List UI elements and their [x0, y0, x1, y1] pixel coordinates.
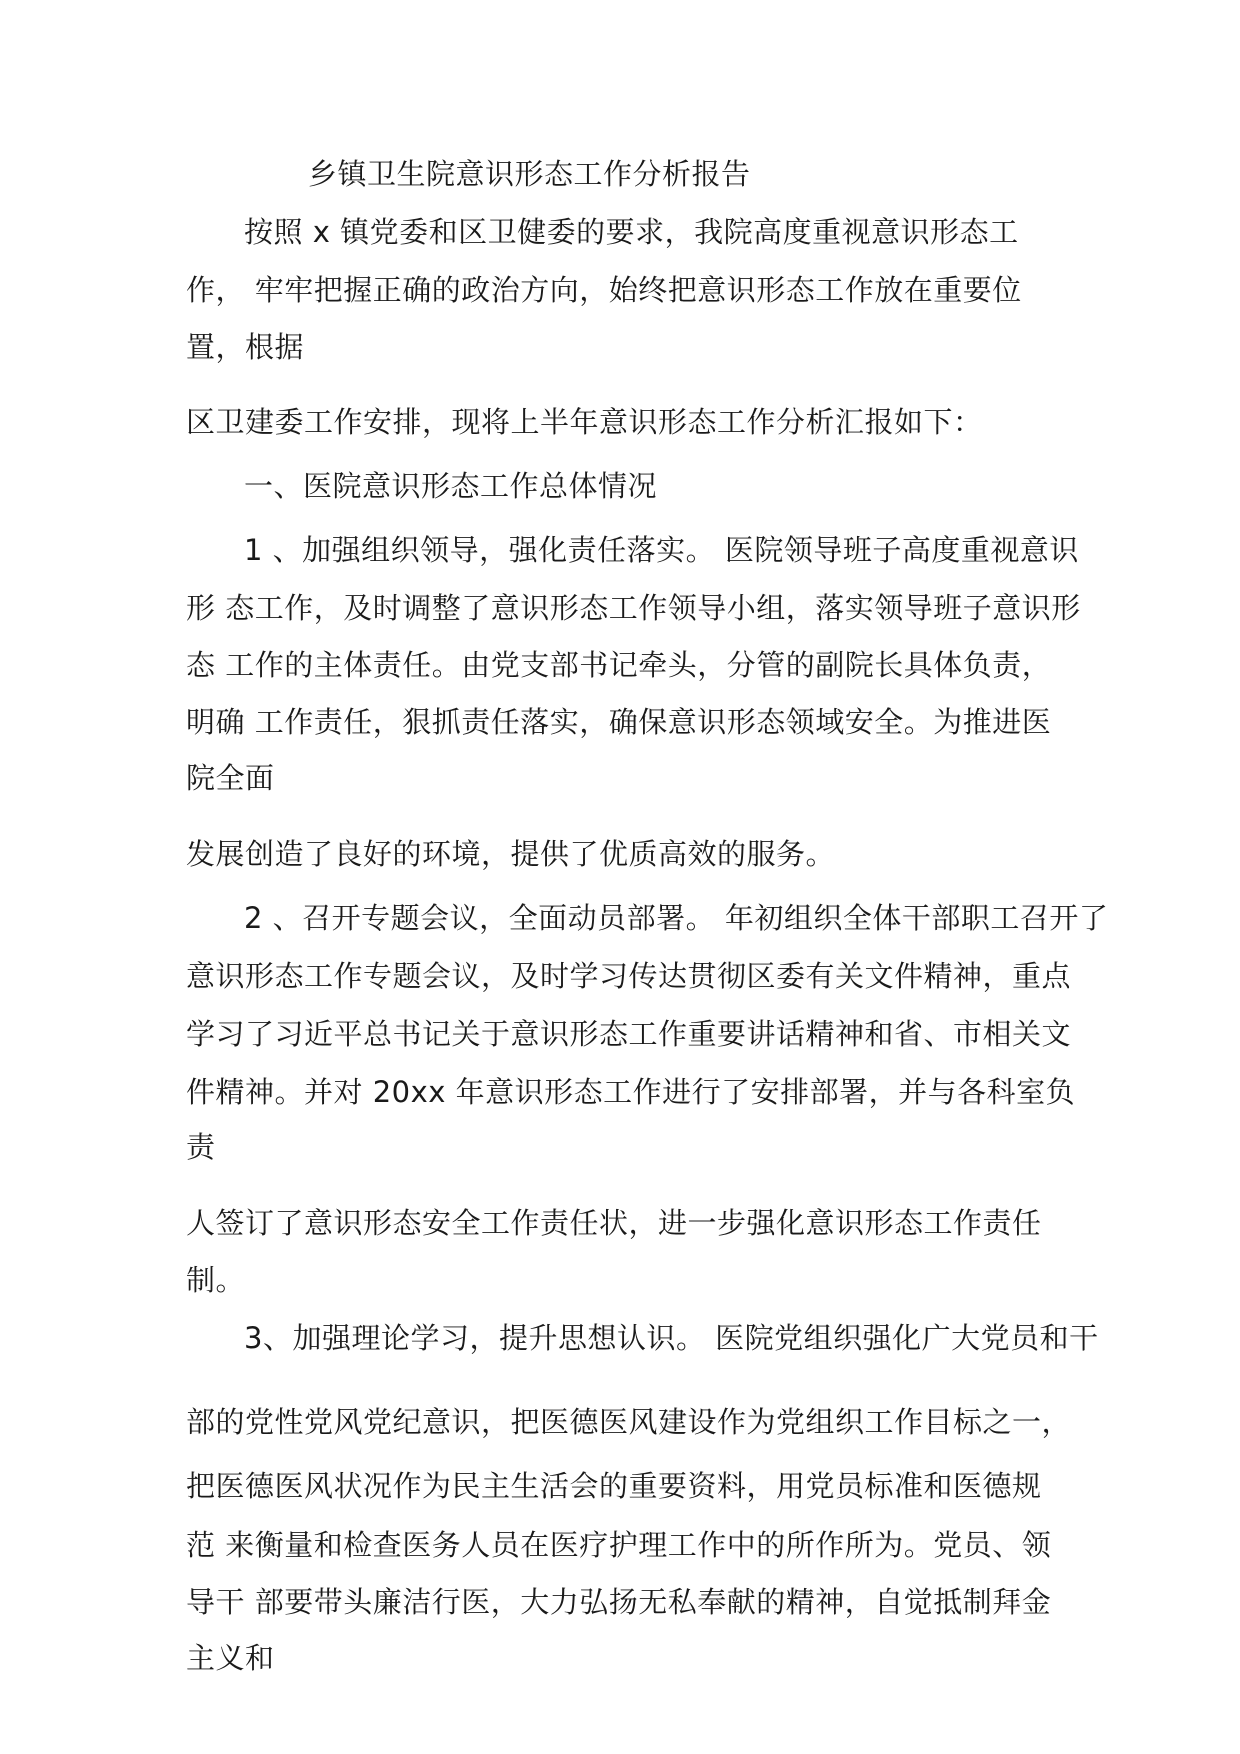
paragraph-line: 学习了习近平总书记关于意识形态工作重要讲话精神和省、市相关文	[186, 1017, 1072, 1051]
paragraph-line: 范 来衡量和检查医务人员在医疗护理工作中的所作所为。党员、领	[186, 1528, 1052, 1562]
paragraph-line: 院全面	[186, 761, 275, 795]
paragraph-line: 件精神。并对 20xx 年意识形态工作进行了安排部署，并与各科室负	[186, 1075, 1076, 1109]
paragraph-line: 3、加强理论学习，提升思想认识。 医院党组织强化广大党员和干	[244, 1321, 1099, 1355]
paragraph-line: 2 、召开专题会议，全面动员部署。 年初组织全体干部职工召开了	[244, 901, 1109, 935]
paragraph-line: 形 态工作，及时调整了意识形态工作领导小组，落实领导班子意识形	[186, 591, 1081, 625]
paragraph-line: 发展创造了良好的环境，提供了优质高效的服务。	[186, 837, 836, 871]
paragraph-line: 主义和	[186, 1641, 275, 1675]
paragraph-line: 态 工作的主体责任。由党支部书记牵头，分管的副院长具体负责，	[186, 648, 1052, 682]
paragraph-line: 导干 部要带头廉洁行医，大力弘扬无私奉献的精神，自觉抵制拜金	[186, 1585, 1052, 1619]
paragraph-line: 作， 牢牢把握正确的政治方向，始终把意识形态工作放在重要位	[186, 273, 1022, 307]
paragraph-line: 意识形态工作专题会议，及时学习传达贯彻区委有关文件精神，重点	[186, 959, 1072, 993]
paragraph-line: 人签订了意识形态安全工作责任状，进一步强化意识形态工作责任	[186, 1206, 1042, 1240]
paragraph-line: 把医德医风状况作为民主生活会的重要资料，用党员标准和医德规	[186, 1469, 1042, 1503]
paragraph-line: 明确 工作责任，狠抓责任落实，确保意识形态领域安全。为推进医	[186, 705, 1052, 739]
paragraph-line: 按照 x 镇党委和区卫健委的要求，我院高度重视意识形态工	[244, 215, 1019, 249]
paragraph-line: 部的党性党风党纪意识，把医德医风建设作为党组织工作目标之一，	[186, 1405, 1072, 1439]
section-heading: 一、医院意识形态工作总体情况	[244, 469, 658, 503]
paragraph-line: 区卫建委工作安排，现将上半年意识形态工作分析汇报如下：	[186, 405, 983, 439]
document-title: 乡镇卫生院意识形态工作分析报告	[308, 157, 751, 191]
paragraph-line: 制。	[186, 1263, 246, 1297]
paragraph-line: 1 、加强组织领导，强化责任落实。 医院领导班子高度重视意识	[244, 533, 1079, 567]
paragraph-line: 置，根据	[186, 330, 305, 364]
paragraph-line: 责	[186, 1130, 216, 1164]
